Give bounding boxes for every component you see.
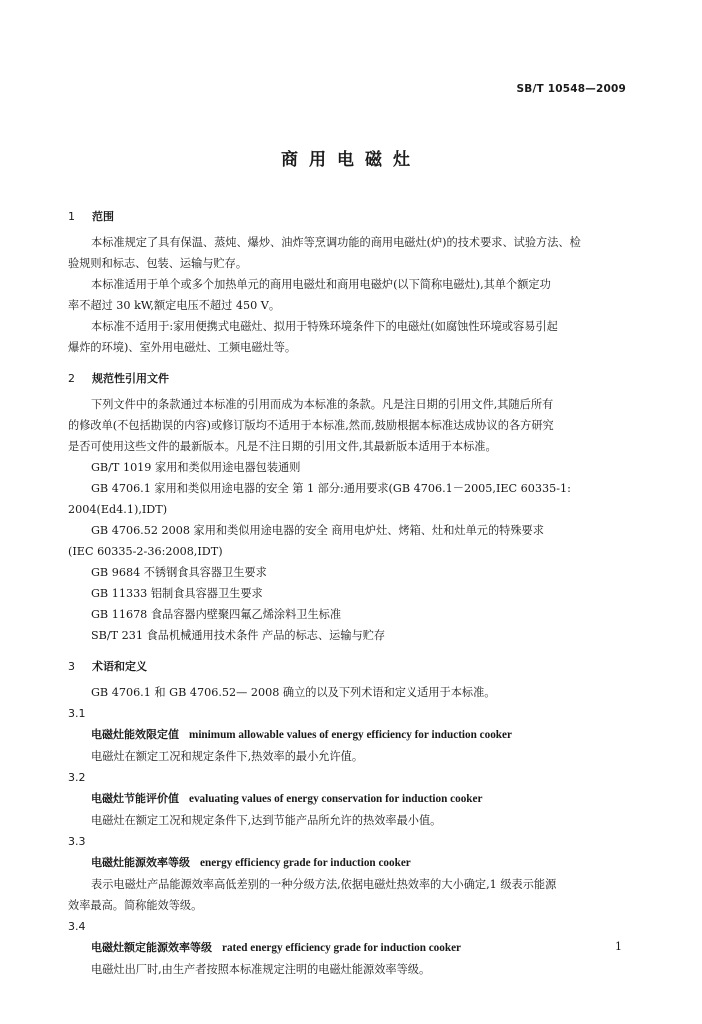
- text-line: GB 4706.1 和 GB 4706.52— 2008 确立的以及下列术语和定义适用于本标准。: [91, 686, 496, 699]
- term-chinese: 电磁灶能源效率等级: [91, 856, 190, 869]
- term-heading: [68, 937, 630, 959]
- text-line: GB 4706.52 2008 家用和类似用途电器的安全 商用电炉灶、烤箱、灶和灶单元的特殊要求: [91, 524, 544, 537]
- term-english: evaluating values of energy conservation for induction cooker: [189, 793, 483, 805]
- text-line: 本标准规定了具有保温、蒸炖、爆炒、油炸等烹调功能的商用电磁灶(炉)的技术要求、试验方法、检: [91, 236, 581, 249]
- paragraph: [68, 316, 630, 337]
- page-number: 1: [615, 940, 622, 953]
- term-english: minimum allowable values of energy efficiency for induction cooker: [189, 729, 512, 741]
- text-line: 验规则和标志、包装、运输与贮存。: [68, 257, 248, 270]
- document-title: 商用电磁灶: [281, 150, 421, 170]
- paragraph: [68, 682, 630, 703]
- term-chinese: 电磁灶能效限定值: [91, 728, 179, 741]
- reference-item: [68, 604, 630, 625]
- text-line: 爆炸的环境)、室外用电磁灶、工频电磁灶等。: [68, 341, 297, 354]
- text-line: 2004(Ed4.1),IDT): [68, 503, 168, 516]
- section-title: 规范性引用文件: [92, 372, 169, 385]
- text-line: GB/T 1019 家用和类似用途电器包装通则: [91, 461, 301, 474]
- text-line: 本标准适用于单个或多个加热单元的商用电磁灶和商用电磁炉(以下简称电磁灶),其单个额定功: [91, 278, 551, 291]
- text-line: (IEC 60335-2-36:2008,IDT): [68, 545, 223, 558]
- term-chinese: 电磁灶额定能源效率等级: [91, 941, 212, 954]
- term-heading: [68, 852, 630, 874]
- section-3-heading: [68, 656, 630, 678]
- reference-item-cont: [68, 499, 630, 520]
- paragraph-cont: [68, 253, 630, 274]
- section-number: 2: [68, 372, 75, 385]
- section-title: 术语和定义: [92, 660, 147, 673]
- text-line: 是否可使用这些文件的最新版本。凡是不注日期的引用文件,其最新版本适用于本标准。: [68, 440, 497, 453]
- term-definition: 电磁灶在额定工况和规定条件下,达到节能产品所允许的热效率最小值。: [91, 814, 442, 827]
- text-line: 的修改单(不包括勘误的内容)或修订版均不适用于本标准,然而,鼓励根据本标准达成协议的各方研究: [68, 419, 554, 432]
- text-line: SB/T 231 食品机械通用技术条件 产品的标志、运输与贮存: [91, 629, 386, 642]
- reference-item: [68, 625, 630, 646]
- paragraph: [68, 232, 630, 253]
- reference-item-cont: [68, 541, 630, 562]
- paragraph-cont: [68, 415, 630, 436]
- text-line: GB 11678 食品容器内壁聚四氟乙烯涂料卫生标准: [91, 608, 342, 621]
- paragraph: [68, 274, 630, 295]
- term-heading: [68, 724, 630, 746]
- term-number: 3.3: [68, 835, 86, 848]
- standard-code: SB/T 10548—2009: [516, 83, 626, 95]
- text-line: GB 9684 不锈钢食具容器卫生要求: [91, 566, 267, 579]
- text-line: GB 4706.1 家用和类似用途电器的安全 第 1 部分:通用要求(GB 4706.1－2005,IEC 60335-1:: [91, 482, 571, 495]
- section-1-heading: [68, 206, 630, 228]
- document-body: [68, 206, 630, 980]
- term-english: rated energy efficiency grade for induction cooker: [222, 942, 462, 954]
- section-number: 1: [68, 210, 75, 223]
- term-english: energy efficiency grade for induction cooker: [200, 857, 411, 869]
- term-number: 3.2: [68, 771, 86, 784]
- text-line: 下列文件中的条款通过本标准的引用而成为本标准的条款。凡是注日期的引用文件,其随后所有: [91, 398, 554, 411]
- term-number: 3.4: [68, 920, 86, 933]
- term-number: 3.1: [68, 707, 86, 720]
- reference-item: [68, 478, 630, 499]
- paragraph: [68, 394, 630, 415]
- term-definition: 电磁灶在额定工况和规定条件下,热效率的最小允许值。: [91, 750, 364, 763]
- paragraph-cont: [68, 436, 630, 457]
- term-heading: [68, 788, 630, 810]
- reference-item: [68, 520, 630, 541]
- reference-item: [68, 583, 630, 604]
- paragraph-cont: [68, 295, 630, 316]
- reference-item: [68, 562, 630, 583]
- text-line: GB 11333 铝制食具容器卫生要求: [91, 587, 263, 600]
- text-line: 率不超过 30 kW,额定电压不超过 450 V。: [68, 299, 281, 312]
- reference-item: [68, 457, 630, 478]
- section-2-heading: [68, 368, 630, 390]
- text-line: 本标准不适用于:家用便携式电磁灶、拟用于特殊环境条件下的电磁灶(如腐蚀性环境或容易引起: [91, 320, 558, 333]
- section-title: 范围: [92, 210, 114, 223]
- term-definition: 表示电磁灶产品能源效率高低差别的一种分级方法,依据电磁灶热效率的大小确定,1 级表示能源: [91, 878, 557, 891]
- paragraph-cont: [68, 337, 630, 358]
- term-chinese: 电磁灶节能评价值: [91, 792, 179, 805]
- term-definition-cont: 效率最高。简称能效等级。: [68, 899, 203, 912]
- section-number: 3: [68, 660, 75, 673]
- term-definition: 电磁灶出厂时,由生产者按照本标准规定注明的电磁灶能源效率等级。: [91, 963, 431, 976]
